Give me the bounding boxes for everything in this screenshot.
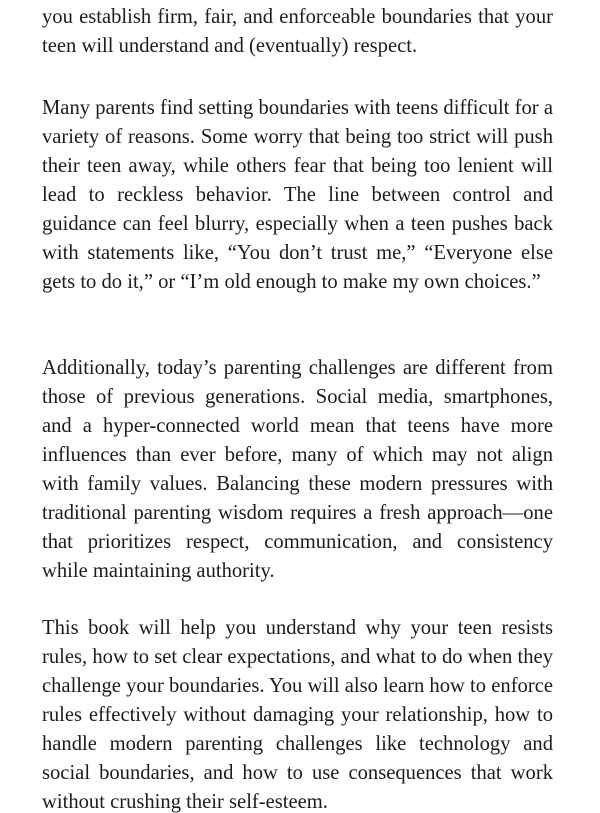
paragraph-book-overview: This book will help you understand why your teen resists rules, how to set clear expectations, and what to do when they challenge your boundaries. You will also learn how to enforce rules effectively without damaging your relationship, how to handle modern parenting challenges like technology and social boundaries, and how to use consequences that work without crushing their self-esteem. <box>42 617 553 813</box>
paragraph-boundaries-difficult: Many parents find setting boundaries with teens difficult for a variety of reasons. Some worry that being too strict will push their teen away, while others fear that being too lenient will lead to reckless behavior. The line between control and guidance can feel blurry, especially when a teen pushes back with statements like, “You don’t trust me,” “Everyone else gets to do it,” or “I’m old enough to make my own choices.” <box>42 97 553 293</box>
paragraph-modern-challenges: Additionally, today’s parenting challenges are different from those of previous generations. Social media, smartphones, and a hyper-connected world mean that teens have more influences than ever before, many of which may not align with family values. Balancing these modern pressures with traditional parenting wisdom requires a fresh approach—one that prioritizes respect, communication, and consistency while maintaining authority. <box>42 357 553 582</box>
paragraph-continuation: you establish firm, fair, and enforceable boundaries that your teen will understand and (eventually) respect. <box>42 6 553 57</box>
document-page <box>42 0 553 813</box>
